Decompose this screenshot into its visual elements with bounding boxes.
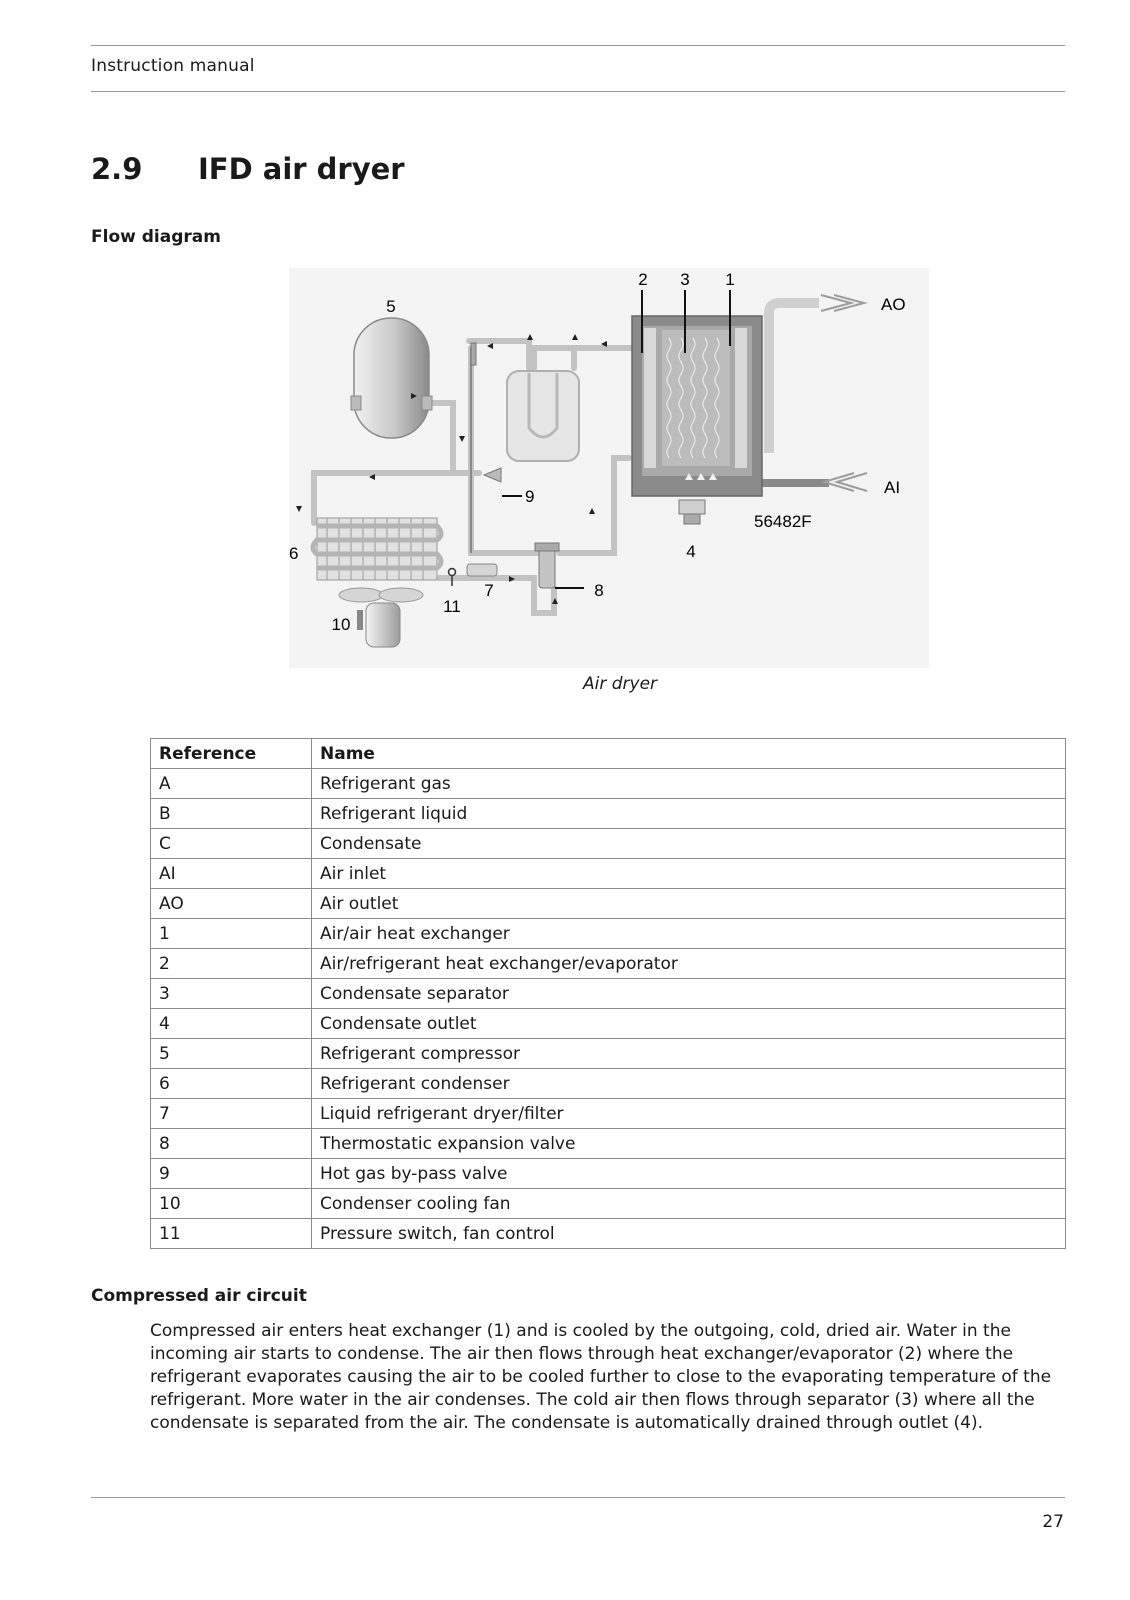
label-3: 3 — [680, 270, 690, 289]
table-row — [151, 1129, 1066, 1159]
header-top-rule — [91, 45, 1065, 46]
running-header: Instruction manual — [91, 56, 255, 76]
diagram-caption: Air dryer — [583, 674, 658, 694]
table-header-row — [151, 739, 1066, 769]
flow-diagram-heading: Flow diagram — [91, 227, 221, 247]
table-row — [151, 1039, 1066, 1069]
reference-cell: 8 — [151, 1129, 312, 1159]
name-cell: Liquid refrigerant dryer/filter — [312, 1099, 1066, 1129]
table-row — [151, 919, 1066, 949]
label-8: 8 — [594, 581, 604, 600]
column-header-reference: Reference — [151, 739, 312, 769]
label-code: 56482F — [754, 512, 812, 531]
reference-cell: C — [151, 829, 312, 859]
name-cell: Refrigerant liquid — [312, 799, 1066, 829]
compressor-5 — [351, 318, 432, 438]
table-row — [151, 1189, 1066, 1219]
table-row — [151, 1009, 1066, 1039]
label-5: 5 — [386, 297, 396, 316]
label-7: 7 — [484, 581, 494, 600]
separator-beaker — [507, 371, 579, 461]
label-4: 4 — [686, 542, 696, 561]
table-row — [151, 1219, 1066, 1249]
name-cell: Thermostatic expansion valve — [312, 1129, 1066, 1159]
table-row — [151, 949, 1066, 979]
name-cell: Air/refrigerant heat exchanger/evaporator — [312, 949, 1066, 979]
name-cell: Hot gas by-pass valve — [312, 1159, 1066, 1189]
name-cell: Condensate — [312, 829, 1066, 859]
expansion-valve-8 — [535, 543, 559, 588]
condenser-6 — [313, 518, 441, 580]
table-row — [151, 1069, 1066, 1099]
name-cell: Condensate outlet — [312, 1009, 1066, 1039]
reference-cell: 9 — [151, 1159, 312, 1189]
name-cell: Refrigerant compressor — [312, 1039, 1066, 1069]
reference-cell: 11 — [151, 1219, 312, 1249]
filter-dryer-7 — [467, 564, 497, 576]
name-cell: Pressure switch, fan control — [312, 1219, 1066, 1249]
column-header-name: Name — [312, 739, 1066, 769]
table-row — [151, 1159, 1066, 1189]
label-10: 10 — [331, 615, 351, 634]
name-cell: Refrigerant condenser — [312, 1069, 1066, 1099]
name-cell: Air outlet — [312, 889, 1066, 919]
table-row — [151, 1099, 1066, 1129]
table-row — [151, 799, 1066, 829]
reference-cell: 1 — [151, 919, 312, 949]
reference-cell: 4 — [151, 1009, 312, 1039]
table-row — [151, 979, 1066, 1009]
table-row — [151, 859, 1066, 889]
reference-cell: B — [151, 799, 312, 829]
reference-cell: 3 — [151, 979, 312, 1009]
label-11: 11 — [443, 597, 461, 616]
label-9: 9 — [525, 487, 535, 506]
name-cell: Air/air heat exchanger — [312, 919, 1066, 949]
label-6: 6 — [289, 544, 299, 563]
footer-rule — [91, 1497, 1065, 1498]
name-cell: Condenser cooling fan — [312, 1189, 1066, 1219]
reference-cell: 6 — [151, 1069, 312, 1099]
label-ai: AI — [884, 478, 901, 497]
name-cell: Refrigerant gas — [312, 769, 1066, 799]
heat-exchanger-block — [632, 316, 762, 496]
air-dryer-flow-diagram — [289, 268, 929, 668]
compressed-air-circuit-heading: Compressed air circuit — [91, 1286, 307, 1306]
section-title: IFD air dryer — [198, 152, 405, 186]
header-bottom-rule — [91, 91, 1065, 92]
table-row — [151, 889, 1066, 919]
reference-table — [150, 738, 1066, 1249]
reference-cell: AI — [151, 859, 312, 889]
reference-cell: AO — [151, 889, 312, 919]
reference-cell: 2 — [151, 949, 312, 979]
label-1: 1 — [725, 270, 735, 289]
compressed-air-circuit-text: Compressed air enters heat exchanger (1) and is cooled by the outgoing, cold, dried air. Water in the incoming air starts to condense. The air then flows through heat exchanger/evaporator (2) where the refrigerant evaporates causing the air to be cooled further to close to the evaporating temperature of the refrigerant. More water in the air condenses. The cold air then flows through separator (3) where all the condensate is separated from the air. The condensate is automatically drained through outlet (4). — [150, 1321, 1052, 1433]
reference-cell: 10 — [151, 1189, 312, 1219]
label-2: 2 — [638, 270, 648, 289]
table-row — [151, 829, 1066, 859]
table-row — [151, 769, 1066, 799]
section-number: 2.9 — [91, 152, 143, 186]
reference-cell: 7 — [151, 1099, 312, 1129]
reference-cell: A — [151, 769, 312, 799]
label-ao: AO — [881, 295, 906, 314]
reference-cell: 5 — [151, 1039, 312, 1069]
name-cell: Air inlet — [312, 859, 1066, 889]
name-cell: Condensate separator — [312, 979, 1066, 1009]
page-number: 27 — [1042, 1512, 1064, 1532]
